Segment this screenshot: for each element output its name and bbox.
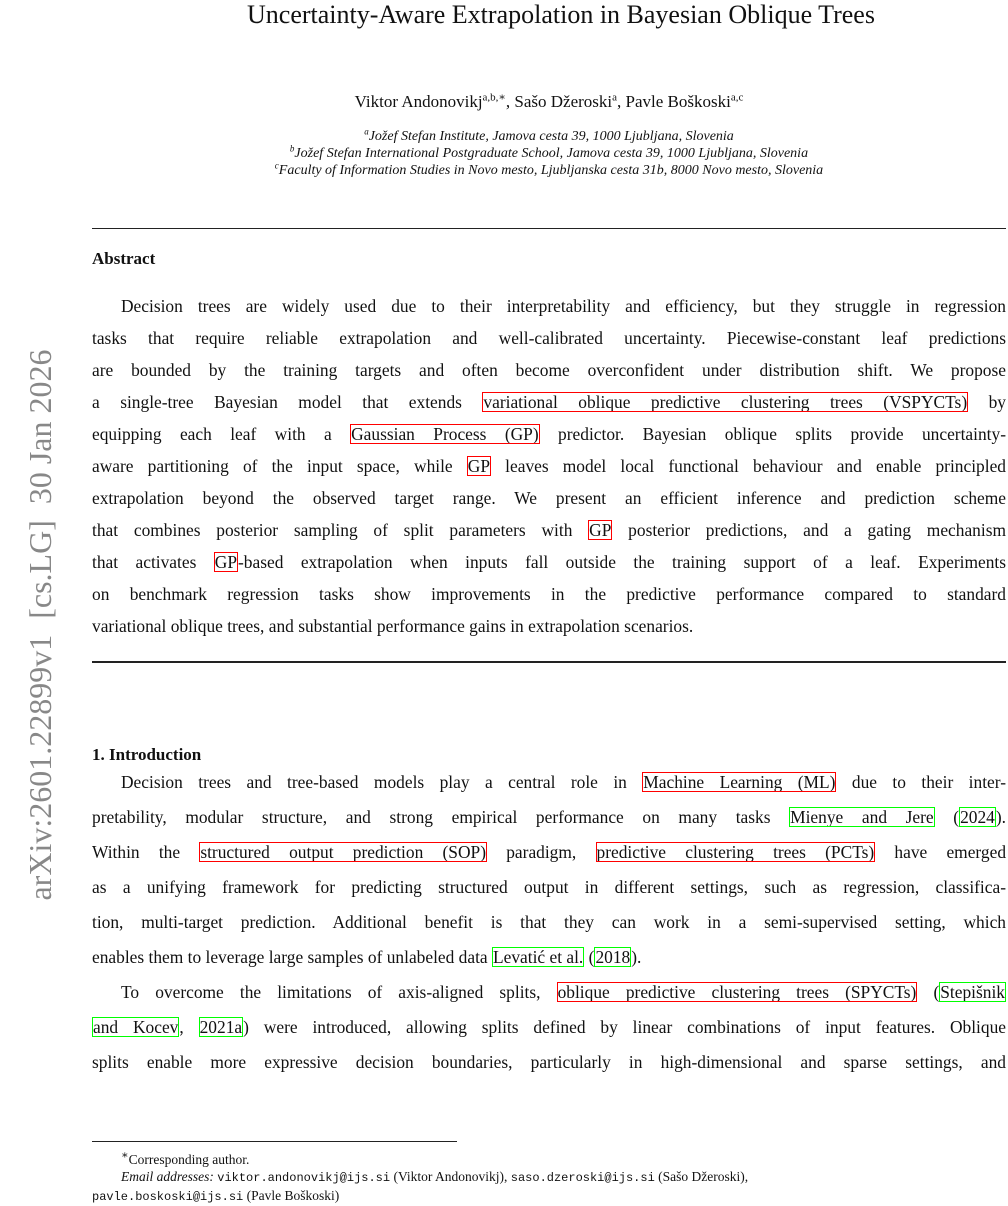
body-text: a single-tree Bayesian model that extends	[92, 392, 483, 413]
body-text: Decision trees and tree-based models play a central role in	[121, 771, 643, 792]
text-line	[92, 1045, 1006, 1080]
body-text: ) were introduced, allowing splits defined by linear combinations of input features. Oblique	[243, 1016, 1006, 1037]
affiliation-mark: c	[274, 160, 279, 171]
text-line	[92, 610, 1006, 642]
acronym-link[interactable]: GP	[589, 520, 612, 541]
text-line	[92, 1010, 1006, 1045]
citation-link[interactable]: 2018	[595, 946, 631, 967]
body-text: Within the	[92, 841, 200, 862]
acronym-link[interactable]: GP	[467, 456, 491, 477]
body-text: variational oblique trees, and substantial performance gains in extrapolation scenarios.	[92, 616, 694, 637]
acronym-link[interactable]: predictive clustering trees (PCTs)	[596, 841, 875, 862]
acronym-link[interactable]: variational oblique predictive clustering trees (VSPYCTs)	[483, 392, 968, 413]
text-line	[92, 800, 1006, 835]
text-line	[92, 386, 1006, 418]
abstract-heading: Abstract	[92, 249, 156, 269]
author-affiliation-mark: a,c	[730, 91, 744, 104]
body-text: tion, multi-target prediction. Additional benefit is that they can work in a semi-supervised setting, which	[92, 911, 1006, 932]
body-text: ).	[995, 806, 1007, 827]
section-heading-introduction: 1. Introduction	[92, 744, 202, 764]
acronym-link[interactable]: Gaussian Process (GP)	[351, 424, 539, 445]
body-text: posterior predictions, and a gating mechanism	[612, 520, 1006, 541]
footnote-corresponding	[92, 1151, 1006, 1168]
text-line	[92, 514, 1006, 546]
footnote-emails	[92, 1168, 1006, 1187]
body-text: aware partitioning of the input space, while	[92, 456, 467, 477]
affiliation	[92, 145, 1006, 162]
body-text: pretability, modular structure, and strong empirical performance on many tasks	[92, 806, 790, 827]
footnote-rule	[92, 1141, 457, 1142]
text-line	[92, 322, 1006, 354]
body-text: leaves model local functional behaviour and enable principled	[491, 456, 1006, 477]
body-text: splits enable more expressive decision boundaries, particularly in high-dimensional and sparse settings, and	[92, 1051, 1006, 1072]
email-owner: (Viktor Andonovikj),	[393, 1169, 508, 1184]
body-text: -based extrapolation when inputs fall outside the training support of a leaf. Experiments	[238, 552, 1006, 573]
affiliation-mark: b	[289, 143, 295, 154]
paper-page	[92, 0, 1006, 1080]
paper-title: Uncertainty-Aware Extrapolation in Bayesian Oblique Trees	[247, 0, 875, 29]
body-text: predictor. Bayesian oblique splits provide uncertainty-	[539, 424, 1006, 445]
email-owner: (Sašo Džeroski),	[658, 1169, 749, 1184]
body-text: ).	[631, 946, 642, 967]
body-text: that combines posterior sampling of split parameters with	[92, 520, 589, 541]
body-text: (	[584, 946, 595, 967]
body-text: (	[917, 981, 940, 1002]
author-name: Viktor Andonovikj	[354, 92, 483, 111]
text-line	[92, 835, 1006, 870]
citation-link[interactable]: 2021a	[199, 1016, 243, 1037]
affiliation	[92, 162, 1006, 179]
text-line	[92, 482, 1006, 514]
affiliation	[92, 128, 1006, 145]
body-text: tasks that require reliable extrapolation and well-calibrated uncertainty. Piecewise-constant leaf predictions	[92, 328, 1006, 349]
email-link[interactable]: viktor.andonovikj@ijs.si	[217, 1171, 391, 1185]
acronym-link[interactable]: Machine Learning (ML)	[643, 771, 836, 792]
text-line	[92, 975, 1006, 1010]
text-line	[92, 870, 1006, 905]
text-line	[92, 940, 1006, 975]
text-line	[92, 418, 1006, 450]
body-text: paradigm,	[487, 841, 596, 862]
citation-link[interactable]: Stepišnik	[940, 981, 1006, 1002]
footnote	[92, 1151, 1006, 1206]
body-text: enables them to leverage large samples of unlabeled data	[92, 946, 492, 967]
body-text: equipping each leaf with a	[92, 424, 351, 445]
author-name: Sašo Džeroski	[514, 92, 613, 111]
email-link[interactable]: saso.dzeroski@ijs.si	[510, 1171, 655, 1185]
citation-link[interactable]: Mienye and Jere	[790, 806, 934, 827]
email-label: Email addresses:	[121, 1169, 214, 1184]
abstract-body	[92, 290, 1006, 642]
text-line	[92, 290, 1006, 322]
author-affiliation-mark: a	[612, 91, 618, 104]
arxiv-identifier-stamp: arXiv:2601.22899v1 [cs.LG] 30 Jan 2026	[22, 349, 58, 901]
affiliation-mark: a	[364, 126, 369, 137]
citation-link[interactable]: and Kocev	[93, 1016, 179, 1037]
body-text: To overcome the limitations of axis-aligned splits,	[121, 981, 557, 1002]
text-line	[92, 450, 1006, 482]
text-line	[92, 765, 1006, 800]
affiliation-text: Jožef Stefan International Postgraduate School, Jamova cesta 39, 1000 Ljubljana, Slovenia	[294, 146, 809, 161]
citation-link[interactable]: Levatić et al.	[493, 946, 584, 967]
footnote-mark: ∗	[121, 1149, 129, 1162]
acronym-link[interactable]: oblique predictive clustering trees (SPYCTs)	[557, 981, 917, 1002]
affiliation-text: Faculty of Information Studies in Novo mesto, Ljubljanska cesta 31b, 8000 Novo mesto, Slovenia	[278, 163, 824, 178]
body-text: due to their inter-	[836, 771, 1006, 792]
body-text: extrapolation beyond the observed target range. We present an efficient inference and prediction scheme	[92, 488, 1006, 509]
text-line	[92, 578, 1006, 610]
abstract-bottom-rule	[92, 661, 1006, 662]
affiliations	[92, 128, 1006, 179]
body-text: on benchmark regression tasks show improvements in the predictive performance compared to standard	[92, 584, 1006, 605]
body-text: that activates	[92, 552, 214, 573]
citation-link[interactable]: 2024	[960, 806, 995, 827]
footnote-text: Corresponding author.	[128, 1152, 250, 1167]
author-affiliation-mark: a,b,∗	[482, 91, 506, 104]
text-line	[92, 546, 1006, 578]
author-name: Pavle Boškoski	[625, 92, 731, 111]
body-text: as a unifying framework for predicting structured output in different settings, such as regression, classifica-	[92, 876, 1006, 897]
body-text: ,	[179, 1016, 199, 1037]
footnote-emails-continued	[92, 1187, 1006, 1206]
acronym-link[interactable]: GP	[214, 552, 238, 573]
affiliation-text: Jožef Stefan Institute, Jamova cesta 39, 1000 Ljubljana, Slovenia	[368, 129, 734, 144]
author-list: Viktor Andonovikj$^{a,b,∗}$, Sašo Džeroski$^a$, Pavle Boškoski$^{a,c}$	[354, 91, 744, 111]
acronym-link[interactable]: structured output prediction (SOP)	[200, 841, 486, 862]
text-line	[92, 905, 1006, 940]
introduction-paragraph	[92, 975, 1006, 1080]
email-owner: (Pavle Boškoski)	[246, 1188, 340, 1203]
text-line	[92, 354, 1006, 386]
email-link[interactable]: pavle.boskoski@ijs.si	[92, 1190, 244, 1204]
body-text: have emerged	[875, 841, 1007, 862]
body-text: (	[934, 806, 960, 827]
body-text: by	[968, 392, 1006, 413]
body-text: Decision trees are widely used due to their interpretability and efficiency, but they struggle in regression	[121, 296, 1006, 317]
introduction-paragraph	[92, 765, 1006, 975]
abstract-top-rule	[92, 228, 1006, 229]
body-text: are bounded by the training targets and often become overconfident under distribution shift. We propose	[92, 360, 1006, 381]
